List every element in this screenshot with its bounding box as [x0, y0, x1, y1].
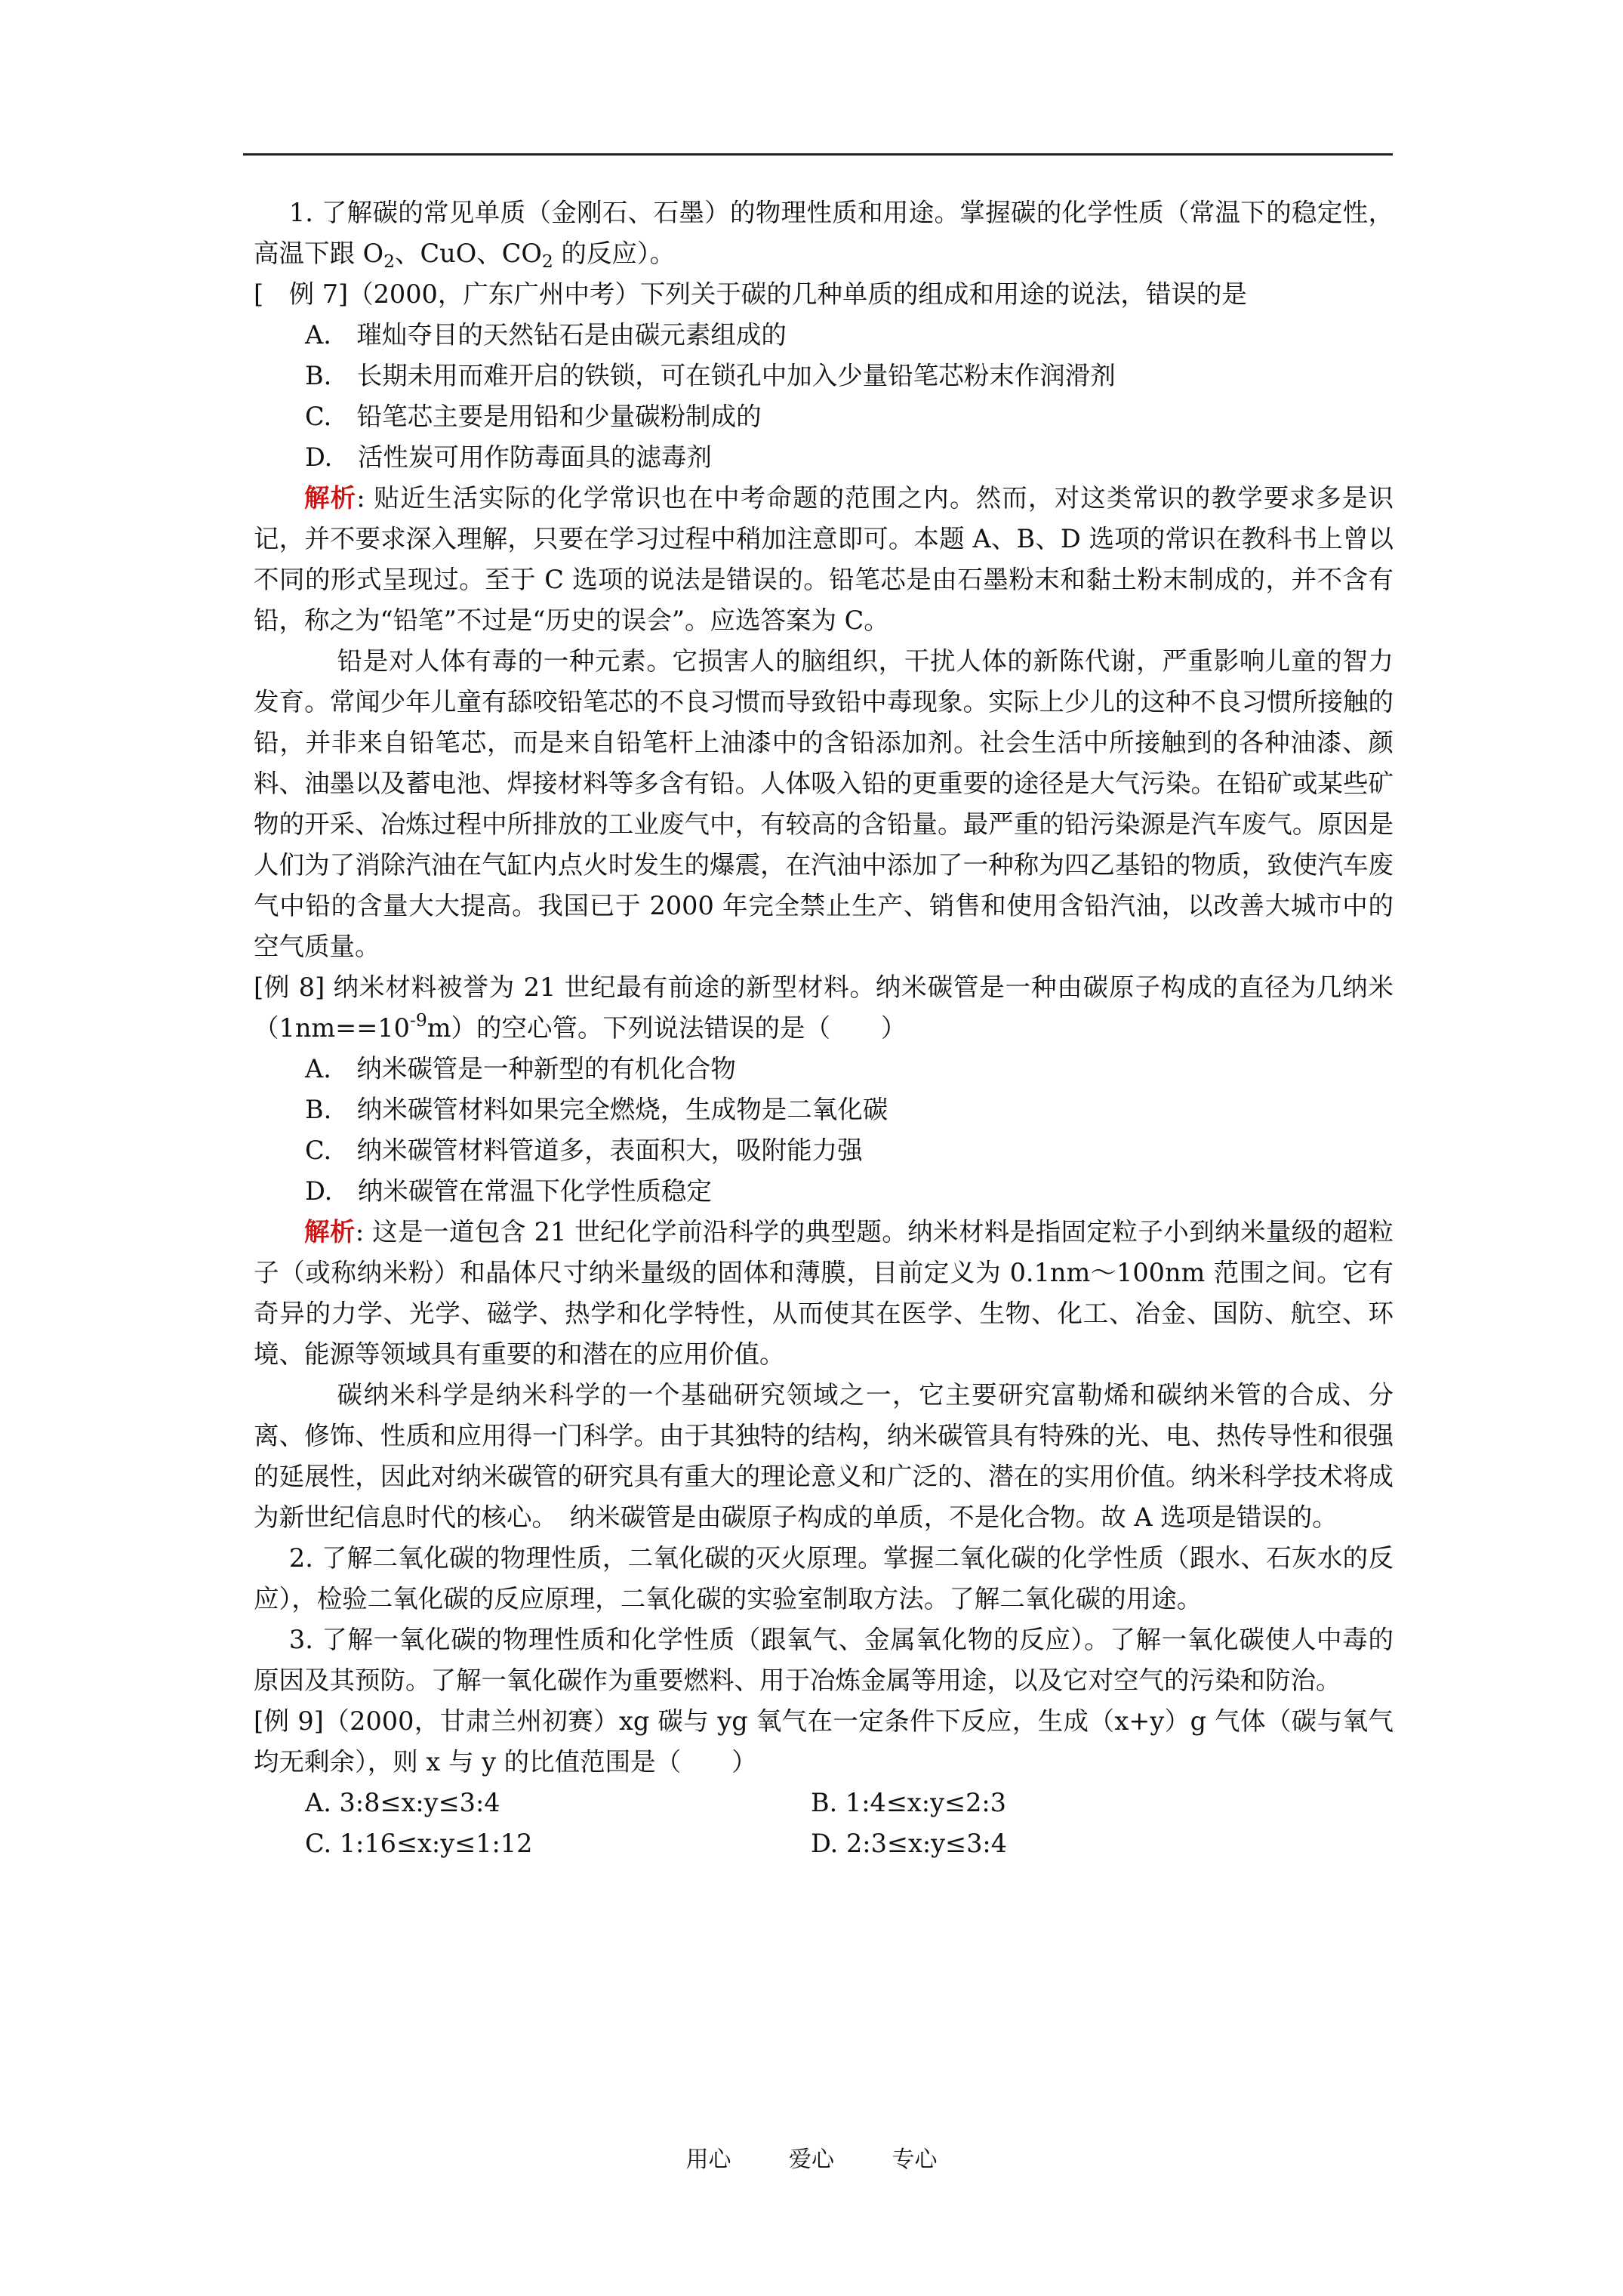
example-9-stem: [例 9]（2000，甘肃兰州初赛）xg 碳与 yg 氧气在一定条件下反应，生成（x+y）g 气体（碳与氧气均无剩余），则 x 与 y 的比值范围是（ ）: [254, 1706, 1394, 1777]
example-8-analysis: 解析: 这是一道包含 21 世纪化学前沿科学的典型题。纳米材料是指固定粒子小到纳米量级的超粒子（或称纳米粉）和晶体尺寸纳米量级的固体和薄膜，目前定义为 0.1nm～100nm 范围之间。它有奇异的力学、光学、磁学、热学和化学特性，从而使其在医学、生物、化工、冶金、国防、航空、环境、能源等领域具有重要的和潜在的应用价值。: [254, 1217, 1394, 1369]
example-9-options-row-1: [254, 1783, 1394, 1823]
example-7-option-b: B. 长期未用而难开启的铁锁，可在锁孔中加入少量铅笔芯粉末作润滑剂: [305, 361, 1116, 390]
example-7-extra: 铅是对人体有毒的一种元素。它损害人的脑组织，干扰人体的新陈代谢，严重影响儿童的智力发育。常闻少年儿童有舔咬铅笔芯的不良习惯而导致铅中毒现象。实际上少儿的这种不良习惯所接触的铅，并非来自铅笔芯，而是来自铅笔杆上油漆中的含铅添加剂。社会生活中所接触到的各种油漆、颜料、油墨以及蓄电池、焊接材料等多含有铅。人体吸入铅的更重要的途径是大气污染。在铅矿或某些矿物的开采、冶炼过程中所排放的工业废气中，有较高的含铅量。最严重的铅污染源是汽车废气。原因是人们为了消除汽油在气缸内点火时发生的爆震，在汽油中添加了一种称为四乙基铅的物质，致使汽车废气中铅的含量大大提高。我国已于 2000 年完全禁止生产、销售和使用含铅汽油，以改善大城市中的空气质量。: [254, 646, 1394, 961]
example-8-option-b: B. 纳米碳管材料如果完全燃烧，生成物是二氧化碳: [305, 1095, 888, 1124]
example-8-extra: 碳纳米科学是纳米科学的一个基础研究领域之一，它主要研究富勒烯和碳纳米管的合成、分离、修饰、性质和应用得一门科学。由于其独特的结构，纳米碳管具有特殊的光、电、热传导性和很强的延展性，因此对纳米碳管的研究具有重大的理论意义和广泛的、潜在的实用价值。纳米科学技术将成为新世纪信息时代的核心。 纳米碳管是由碳原子构成的单质，不是化合物。故 A 选项是错误的。: [254, 1380, 1394, 1532]
example-8-option-a: A. 纳米碳管是一种新型的有机化合物: [305, 1054, 736, 1083]
example-9-option-a: A. 3:8≤x:y≤3:4: [305, 1788, 500, 1817]
example-7-option-a: A. 璀灿夺目的天然钻石是由碳元素组成的: [305, 320, 787, 350]
footer-word: 专心: [892, 2147, 938, 2173]
example-9-option-d: D. 2:3≤x:y≤3:4: [811, 1829, 1008, 1858]
item-1-paragraph: 1. 了解碳的常见单质（金刚石、石墨）的物理性质和用途。掌握碳的化学性质（常温下的稳定性，高温下跟 $O_2$、CuO、$CO_2$ 的反应）。: [254, 198, 1394, 273]
example-7-option-d: D. 活性炭可用作防毒面具的滤毒剂: [305, 442, 712, 472]
analysis-label: 解析: [304, 483, 357, 513]
page-footer: [0, 2140, 1623, 2174]
item-2-paragraph: 2. 了解二氧化碳的物理性质，二氧化碳的灭火原理。掌握二氧化碳的化学性质（跟水、石灰水的反应），检验二氧化碳的反应原理，二氧化碳的实验室制取方法。了解二氧化碳的用途。: [254, 1543, 1394, 1613]
footer-word: 爱心: [789, 2147, 834, 2173]
example-9-options-row-2: [254, 1823, 1394, 1864]
example-7-option-c: C. 铅笔芯主要是用铅和少量碳粉制成的: [305, 402, 762, 431]
item-3-paragraph: 3. 了解一氧化碳的物理性质和化学性质（跟氧气、金属氧化物的反应）。了解一氧化碳使人中毒的原因及其预防。了解一氧化碳作为重要燃料、用于冶炼金属等用途，以及它对空气的污染和防治。: [254, 1625, 1394, 1695]
example-7-analysis: 解析: 贴近生活实际的化学常识也在中考命题的范围之内。然而，对这类常识的教学要求多是识记，并不要求深入理解，只要在学习过程中稍加注意即可。本题 A、B、D 选项的常识在教科书上曾以不同的形式呈现过。至于 C 选项的说法是错误的。铅笔芯是由石墨粉末和黏土粉末制成的，并不含有铅，称之为“铅笔”不过是“历史的误会”。应选答案为 C。: [254, 483, 1394, 635]
footer-word: 用心: [685, 2147, 731, 2173]
example-8-stem: [例 8] 纳米材料被誉为 21 世纪最有前途的新型材料。纳米碳管是一种由碳原子构成的直径为几纳米$(1nm==10^{-9}m)$的空心管。下列说法错误的是（ ）: [254, 972, 1394, 1043]
example-9-option-b: B. 1:4≤x:y≤2:3: [811, 1788, 1006, 1817]
header-rule: [243, 153, 1393, 156]
example-8-option-d: D. 纳米碳管在常温下化学性质稳定: [305, 1176, 712, 1206]
analysis-label: 解析: [304, 1217, 356, 1247]
example-8-option-c: C. 纳米碳管材料管道多，表面积大，吸附能力强: [305, 1136, 863, 1165]
example-7-stem: [ 例 7]（2000，广东广州中考）下列关于碳的几种单质的组成和用途的说法，错误的是: [254, 279, 1247, 309]
example-9-option-c: C. 1:16≤x:y≤1:12: [305, 1829, 533, 1858]
document-body: [254, 193, 1394, 1864]
